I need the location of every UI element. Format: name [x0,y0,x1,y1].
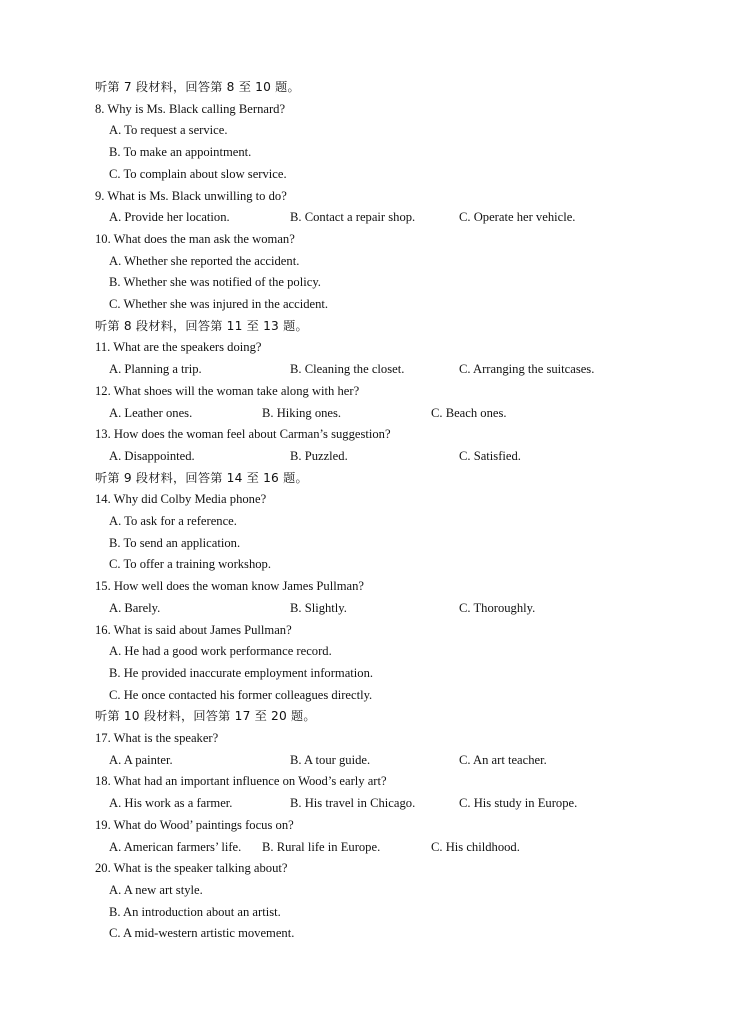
answer-option: B. Hiking ones. [262,405,342,420]
question-stem: 10. What does the man ask the woman? [95,231,295,246]
answer-option: C. Thoroughly. [459,600,536,615]
answer-option: A. Whether she reported the accident. [109,253,300,268]
answer-option: A. His work as a farmer. [109,796,233,811]
answer-option: B. He provided inaccurate employment information. [109,665,374,680]
answer-option: A. To ask for a reference. [109,514,237,528]
answer-option: B. His travel in Chicago. [290,796,416,811]
answer-option: A. Leather ones. [109,405,193,420]
answer-options-row [0,207,737,229]
answer-option: C. An art teacher. [459,752,547,767]
answer-options-row [0,793,737,815]
answer-options-row [0,598,737,620]
answer-option: A. Disappointed. [109,448,195,463]
answer-option: B. Puzzled. [290,448,348,463]
answer-options-row [0,750,737,772]
answer-option: A. He had a good work performance record. [109,644,332,659]
answer-option: B. Whether she was notified of the policy. [109,275,321,290]
question-stem: 17. What is the speaker? [95,731,219,745]
question-stem: 11. What are the speakers doing? [95,340,262,355]
question-stem: 13. How does the woman feel about Carman’s suggestion? [95,427,391,442]
question-stem: 14. Why did Colby Media phone? [95,492,267,507]
answer-option: C. Beach ones. [431,405,507,420]
answer-option: C. A mid-western artistic movement. [109,926,295,941]
answer-option: C. To complain about slow service. [109,166,287,181]
answer-option: A. Provide her location. [109,210,230,225]
answer-option: C. To offer a training workshop. [109,557,271,572]
answer-option: B. To make an appointment. [109,145,252,160]
answer-option: B. Contact a repair shop. [290,210,416,225]
question-stem: 12. What shoes will the woman take along with her? [95,383,360,398]
answer-options-row [0,403,737,425]
section-heading: 听第 9 段材料，回答第 14 至 16 题。 [95,470,308,485]
answer-options-row [0,359,737,381]
answer-options-row [0,446,737,468]
answer-option: C. Whether she was injured in the accident. [109,297,329,311]
question-stem: 16. What is said about James Pullman? [95,622,292,637]
section-heading: 听第 8 段材料，回答第 11 至 13 题。 [95,318,308,333]
question-stem: 19. What do Wood’ paintings focus on? [95,817,294,832]
answer-option: A. Barely. [109,600,161,615]
answer-option: A. To request a service. [109,123,228,138]
answer-option: C. His study in Europe. [459,796,578,811]
answer-option: A. Planning a trip. [109,362,202,377]
answer-option: C. Operate her vehicle. [459,210,576,225]
section-heading: 听第 10 段材料，回答第 17 至 20 题。 [95,709,316,724]
question-stem: 20. What is the speaker talking about? [95,861,288,876]
answer-option: B. An introduction about an artist. [109,904,281,919]
question-stem: 8. Why is Ms. Black calling Bernard? [95,101,286,116]
answer-option: A. A painter. [109,752,173,767]
answer-option: C. He once contacted his former colleagues directly. [109,687,373,702]
question-stem: 15. How well does the woman know James Pullman? [95,579,364,594]
answer-options-row [0,837,737,859]
section-heading: 听第 7 段材料，回答第 8 至 10 题。 [95,80,300,94]
question-stem: 9. What is Ms. Black unwilling to do? [95,188,287,203]
answer-option: C. Satisfied. [459,448,521,463]
answer-option: A. A new art style. [109,882,203,897]
answer-option: C. His childhood. [431,839,520,854]
answer-option: C. Arranging the suitcases. [459,362,595,377]
answer-option: B. Rural life in Europe. [262,839,381,854]
answer-option: B. Cleaning the closet. [290,362,405,377]
answer-option: A. American farmers’ life. [109,839,242,854]
question-stem: 18. What had an important influence on Wood’s early art? [95,774,387,789]
answer-option: B. To send an application. [109,535,241,550]
answer-option: B. A tour guide. [290,752,371,767]
answer-option: B. Slightly. [290,600,347,615]
